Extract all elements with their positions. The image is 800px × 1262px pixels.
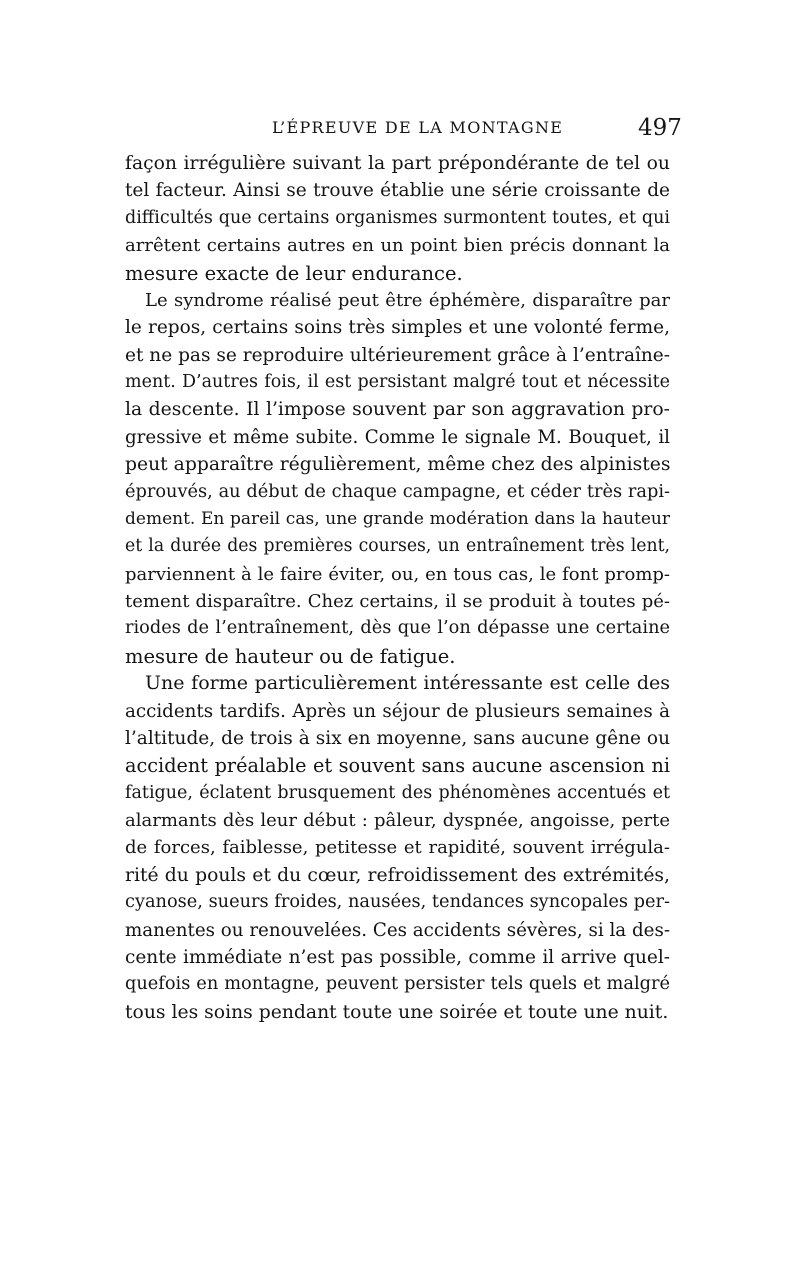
body-text [125,150,670,1026]
text-line: gressive et même subite. Comme le signale M. Bouquet, il [125,426,670,448]
text-line: mesure de hauteur ou de fatigue. [125,644,456,668]
text-line: et la durée des premières courses, un entraînement très lent, [125,536,670,557]
text-line: éprouvés, au début de chaque campagne, et céder très rapi- [125,481,670,502]
text-line: façon irrégulière suivant la part prépondérante de tel ou [125,153,670,174]
text-line: tous les soins pendant toute une soirée et toute une nuit. [125,1001,669,1023]
text-line: le repos, certains soins très simples et une volonté ferme, [125,317,670,339]
text-line: cente immédiate n’est pas possible, comme il arrive quel- [125,946,670,968]
running-title: L’ÉPREUVE DE LA MONTAGNE [272,118,564,137]
text-line: fatigue, éclatent brusquement des phénomènes accentués et [125,782,670,803]
text-line: manentes ou renouvelées. Ces accidents sévères, si la des- [125,919,670,941]
text-line: alarmants dès leur début : pâleur, dyspnée, angoisse, perte [125,810,670,831]
text-line: de forces, faiblesse, petitesse et rapidité, souvent irrégula- [125,837,670,859]
paragraph [125,150,670,287]
text-line: dement. En pareil cas, une grande modération dans la hauteur [125,508,670,529]
text-line: accident préalable et souvent sans aucune ascension ni [125,754,670,778]
text-line: cyanose, sueurs froides, nausées, tendances syncopales per- [125,892,670,913]
text-line: accidents tardifs. Après un séjour de plusieurs semaines à [125,700,670,722]
text-line: difficultés que certains organismes surmontent toutes, et qui [125,207,670,228]
text-line: mesure exacte de leur endurance. [125,261,463,285]
text-line: quefois en montagne, peuvent persister tels quels et malgré [125,974,670,995]
text-line: la descente. Il l’impose souvent par son aggravation pro- [125,399,670,421]
text-line: rité du pouls et du cœur, refroidissement des extrémités, [125,864,670,886]
page-number: 497 [638,115,682,141]
text-line: arrêtent certains autres en un point bien précis donnant la [125,235,670,257]
text-line: tement disparaître. Chez certains, il se produit à toutes pé- [125,591,670,612]
text-line: Le syndrome réalisé peut être éphémère, disparaître par [145,289,670,311]
paragraph [125,287,670,670]
text-line: riodes de l’entraînement, dès que l’on dépasse une certaine [125,618,670,639]
text-line: tel facteur. Ainsi se trouve établie une série croissante de [125,180,670,202]
paragraph [125,670,670,1026]
text-line: ment. D’autres fois, il est persistant malgré tout et nécessite [125,372,670,392]
text-line: et ne pas se reproduire ultérieurement grâce à l’entraîne- [125,344,670,366]
text-line: Une forme particulièrement intéressante est celle des [145,672,670,695]
text-line: l’altitude, de trois à six en moyenne, sans aucune gêne ou [125,727,670,749]
text-line: peut apparaître régulièrement, même chez des alpinistes [125,454,670,476]
text-line: parviennent à le faire éviter, ou, en tous cas, le font promp- [125,563,670,585]
page-header [0,115,800,148]
